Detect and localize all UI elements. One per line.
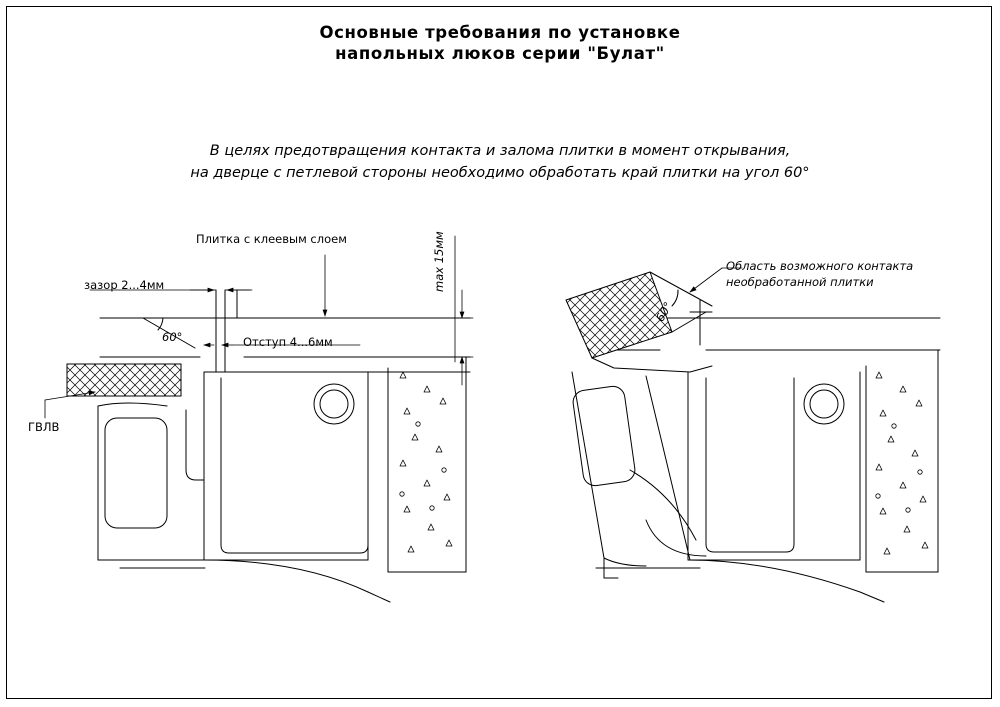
door-tube-profile [221,378,368,553]
open-door-edge [592,358,712,372]
label-gvlv: ГВЛВ [28,420,60,434]
label-max-15mm: max 15мм [432,231,446,292]
label-offset-4-6mm: Отступ 4...6мм [243,335,333,349]
right-tube-profile [706,378,794,552]
label-angle-60-right: 60° [652,299,676,324]
hinge-link [186,410,204,480]
label-contact-area [726,258,913,290]
label-tile-with-glue: Плитка с клеевым слоем [196,232,347,246]
right-frame-outline [688,372,860,560]
page-title-line-2: напольных люков серии "Булат" [335,44,665,63]
hinge-leaf-right [572,385,637,487]
concrete-speckle-left [400,372,452,552]
lock-circle-inner-right [810,390,838,418]
label-contact-area-line-1: Область возможного контакта [726,259,914,273]
door-inner-frame [204,372,470,560]
open-door-side-left [572,372,604,558]
label-gap-2-4mm: зазор 2...4мм [84,278,165,292]
angle-arc-right [672,290,678,306]
page-subtitle-line-2: на дверце с петлевой стороны необходимо обработать край плитки на угол 60° [190,165,810,181]
gvlv-hatch-block [67,364,181,396]
hinge-leaf-left [105,418,167,528]
hinge-leaf-outline [98,403,167,560]
label-contact-area-line-2: необработанной плитки [726,275,874,289]
page-subtitle-line-1: В целях предотвращения контакта и залома плитки в момент открывания, [209,143,791,159]
right-view [566,268,940,602]
page-title-line-1: Основные требования по установке [319,23,681,42]
dimension-lines-left [90,236,473,385]
concrete-speckle-right [876,372,928,554]
door-link-arm [646,520,706,556]
lock-circle-inner [320,390,348,418]
label-angle-60-left: 60° [162,330,183,344]
